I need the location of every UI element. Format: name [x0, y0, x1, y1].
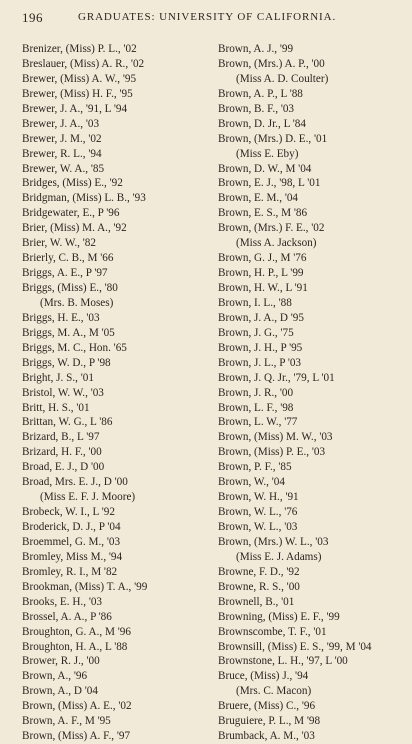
- graduate-entry: Brown, W. H., '91: [218, 491, 299, 504]
- graduate-entry: Bristol, W. W., '03: [22, 386, 104, 399]
- graduate-entry: Brown, E. M., '04: [218, 192, 299, 205]
- graduate-entry: Brooks, E. H., '03: [22, 595, 103, 608]
- graduate-entry: Broad, E. J., D '00: [22, 461, 105, 474]
- graduate-entry: Briggs, M. C., Hon. '65: [22, 341, 127, 354]
- graduate-entry: Brown, (Miss) M. W., '03: [218, 431, 333, 444]
- graduate-entry: Bright, J. S., '01: [22, 371, 94, 384]
- graduate-entry: Brown, I. L., '88: [218, 296, 292, 309]
- graduate-entry: Brown, J. R., '00: [218, 386, 294, 399]
- graduate-entry: Broughton, H. A., L '88: [22, 640, 128, 653]
- graduate-entry: Brown, W., '04: [218, 476, 285, 489]
- graduate-entry: Brobeck, W. I., L '92: [22, 506, 115, 519]
- graduate-entry: Brown, E. S., M '86: [218, 207, 308, 220]
- graduate-entry: Brown, A. P., L '88: [218, 87, 303, 100]
- left-column: [22, 42, 207, 744]
- graduate-entry: Bruce, (Miss) J., '94: [218, 670, 309, 683]
- graduate-entry: Brierly, C. B., M '66: [22, 252, 114, 265]
- graduate-entry: Brown, A. J., '99: [218, 43, 294, 55]
- graduate-entry: Brown, D. Jr., L '84: [218, 117, 306, 130]
- graduate-entry: Briggs, (Miss) E., '80: [22, 282, 118, 294]
- graduate-entry: Broderick, D. J., P '04: [22, 521, 121, 533]
- graduate-entry: Brewer, J. A., '91, L '94: [22, 102, 128, 115]
- graduate-entry: Broemmel, G. M., '03: [22, 535, 121, 548]
- entry-maiden-name: (Miss E. F. J. Moore): [40, 491, 136, 504]
- graduate-entry: Brown, D. W., M '04: [218, 162, 312, 175]
- graduate-entry: Brown, L. W., '77: [218, 416, 298, 429]
- graduate-entry: Briggs, M. A., M '05: [22, 326, 115, 339]
- graduate-entry: Brewer, J. A., '03: [22, 117, 100, 130]
- graduate-entry: Brown, B. F., '03: [218, 102, 295, 115]
- entry-maiden-name: (Miss E. Eby): [236, 147, 299, 160]
- graduate-entry: Brown, (Mrs.) F. E., '02: [218, 222, 325, 235]
- graduate-entry: Brownstone, L. H., '97, L '00: [218, 655, 348, 668]
- graduate-entry: Bromley, R. I., M '82: [22, 565, 118, 578]
- graduate-entry: Brown, (Mrs.) W. L., '03: [218, 535, 329, 548]
- graduate-entry: Brown, A., D '04: [22, 685, 98, 698]
- graduate-entry: Brown, E. J., '98, L '01: [218, 177, 321, 190]
- graduate-entry: Brown, G. J., M '76: [218, 252, 307, 265]
- graduate-entry: Brown, A. F., M '95: [22, 715, 111, 728]
- graduate-entry: Brewer, (Miss) H. F., '95: [22, 87, 133, 100]
- graduate-entry: Brown, P. F., '85: [218, 461, 292, 474]
- entry-maiden-name: (Miss A. Jackson): [236, 237, 317, 250]
- page-number: 196: [22, 10, 43, 25]
- entry-maiden-name: (Miss A. D. Coulter): [236, 72, 329, 85]
- graduate-entry: Briggs, A. E., P '97: [22, 267, 108, 280]
- entry-maiden-name: (Miss E. J. Adams): [236, 550, 322, 563]
- graduate-entry: Breslauer, (Miss) A. R., '02: [22, 57, 145, 70]
- graduate-entry: Broad, Mrs. E. J., D '00: [22, 476, 128, 489]
- graduate-entry: Brown, (Miss) A. F., '97: [22, 730, 131, 743]
- graduate-entry: Bridgman, (Miss) L. B., '93: [22, 192, 146, 205]
- graduate-entry: Brower, R. J., '00: [22, 655, 100, 668]
- graduate-entry: Brown, (Miss) A. E., '02: [22, 700, 132, 713]
- graduate-entry: Broughton, G. A., M '96: [22, 625, 131, 638]
- graduate-entry: Brown, J. Q. Jr., '79, L '01: [218, 371, 335, 384]
- graduate-entry: Brownsill, (Miss) E. S., '99, M '04: [218, 640, 372, 653]
- graduate-entry: Browne, R. S., '00: [218, 580, 300, 593]
- graduate-entry: Bridges, (Miss) E., '92: [22, 177, 123, 190]
- entry-maiden-name: (Mrs. C. Macon): [236, 685, 312, 698]
- graduate-entry: Brown, (Mrs.) D. E., '01: [218, 132, 328, 145]
- graduate-entry: Brown, J. L., P '03: [218, 356, 302, 369]
- graduate-entry: Bruguiere, P. L., M '98: [218, 715, 321, 728]
- graduate-entry: Brossel, A. A., P '86: [22, 610, 112, 623]
- graduate-entry: Brown, H. W., L '91: [218, 282, 308, 294]
- page-header: [22, 10, 394, 28]
- graduate-entry: Brizard, H. F., '00: [22, 446, 102, 459]
- graduate-entry: Brown, (Miss) P. E., '03: [218, 446, 326, 459]
- graduate-entry: Browning, (Miss) E. F., '99: [218, 610, 340, 623]
- graduate-entry: Brown, J. H., P '95: [218, 341, 303, 354]
- graduate-entry: Brier, W. W., '82: [22, 237, 96, 250]
- graduate-entry: Brown, J. A., D '95: [218, 311, 304, 324]
- graduate-entry: Brumback, A. M., '03: [218, 730, 315, 743]
- graduate-entry: Bromley, Miss M., '94: [22, 550, 123, 563]
- entry-maiden-name: (Mrs. B. Moses): [40, 296, 114, 309]
- right-column: [218, 42, 403, 744]
- graduate-entry: Brown, A., '96: [22, 670, 88, 683]
- graduate-entry: Brewer, J. M., '02: [22, 132, 102, 145]
- graduate-entry: Brier, (Miss) M. A., '92: [22, 222, 127, 235]
- running-head: GRADUATES: UNIVERSITY OF CALIFORNIA.: [78, 11, 337, 23]
- graduate-entry: Brown, L. F., '98: [218, 401, 294, 414]
- graduate-entry: Bridgewater, E., P '96: [22, 207, 120, 220]
- graduate-entry: Brewer, W. A., '85: [22, 162, 105, 175]
- graduate-entry: Briggs, W. D., P '98: [22, 356, 111, 369]
- graduate-entry: Brownell, B., '01: [218, 595, 295, 608]
- graduate-entry: Bruere, (Miss) C., '96: [218, 700, 316, 713]
- graduate-entry: Britt, H. S., '01: [22, 401, 90, 414]
- graduate-entry: Brown, J. G., '75: [218, 326, 294, 339]
- graduate-entry: Brown, H. P., L '99: [218, 267, 304, 280]
- graduate-entry: Browne, F. D., '92: [218, 565, 300, 578]
- graduate-entry: Brenizer, (Miss) P. L., '02: [22, 43, 137, 55]
- graduate-entry: Brown, W. L., '76: [218, 506, 298, 519]
- graduate-entry: Brookman, (Miss) T. A., '99: [22, 580, 148, 593]
- graduate-entry: Brewer, (Miss) A. W., '95: [22, 72, 137, 85]
- graduate-entry: Brownscombe, T. F., '01: [218, 625, 327, 638]
- graduate-entry: Brittan, W. G., L '86: [22, 416, 113, 429]
- graduate-entry: Briggs, H. E., '03: [22, 311, 100, 324]
- graduate-entry: Brizard, B., L '97: [22, 431, 100, 444]
- graduate-entry: Brown, (Mrs.) A. P., '00: [218, 57, 325, 70]
- graduate-entry: Brewer, R. L., '94: [22, 147, 102, 160]
- graduate-entry: Brown, W. L., '03: [218, 521, 298, 533]
